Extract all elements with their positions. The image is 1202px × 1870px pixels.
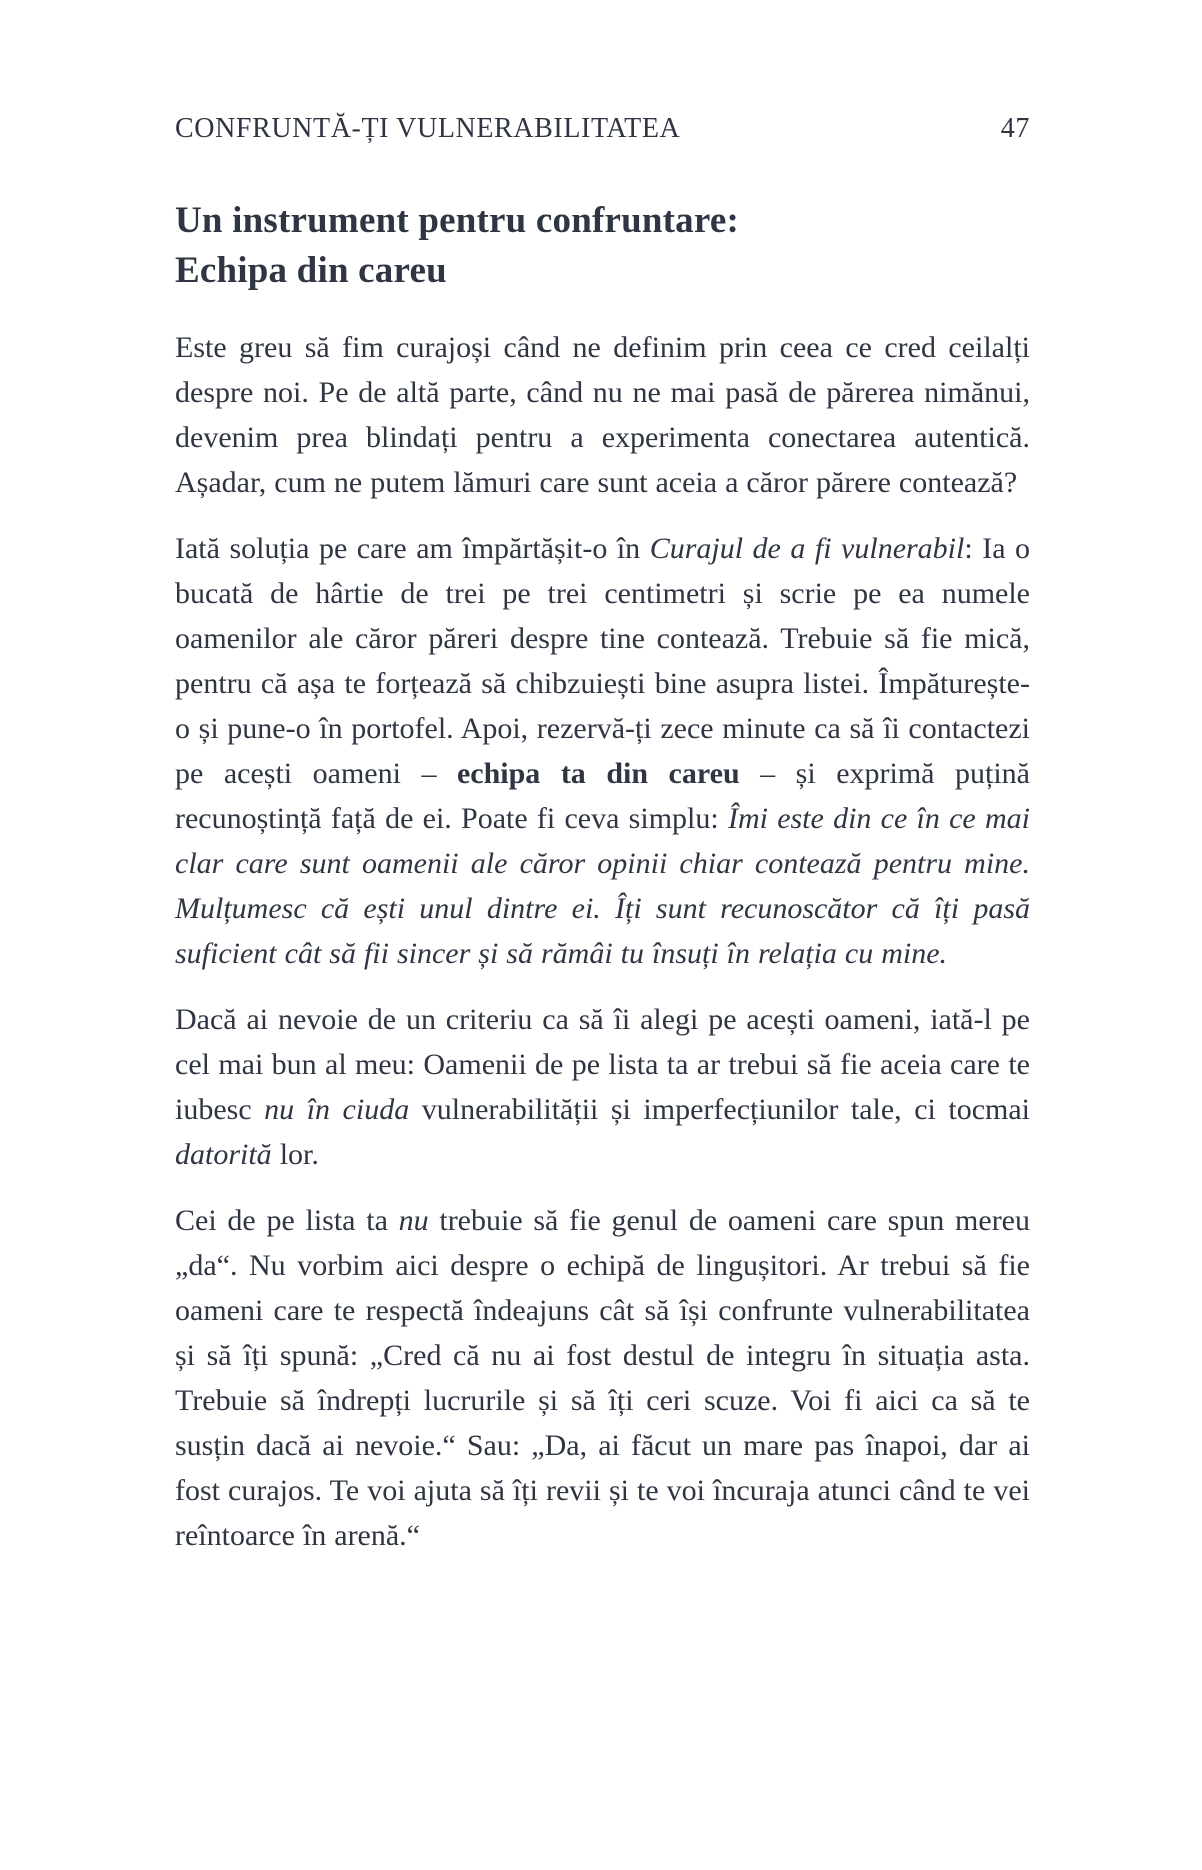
text-run: vulnerabilității și imperfecțiunilor tale, ci tocmai bbox=[409, 1093, 1031, 1127]
paragraph-3 bbox=[175, 997, 1030, 1177]
text-run: Dacă ai nevoie de un criteriu ca să îi alegi pe acești oameni, iată-l pe cel mai bun al meu: Oamenii de pe lista ta ar trebui să fie aceia care te iubesc bbox=[175, 1003, 1030, 1127]
text-run: lor. bbox=[271, 1138, 319, 1172]
text-run: Iată soluția pe care am împărtășit-o în bbox=[175, 532, 650, 566]
running-head-title: CONFRUNTĂ-ȚI VULNERABILITATEA bbox=[175, 113, 681, 144]
paragraph-1 bbox=[175, 325, 1030, 505]
text-run: trebuie să fie genul de oameni care spun mereu „da“. Nu vorbim aici despre o echipă de lingușitori. Ar trebui să fie oameni care te respectă îndeajuns cât să își confrunte vulnerabilitatea și să îți spună: „Cred că nu ai fost destul de integru în situația asta. Trebuie să îndrepți lucrurile și să îți ceri scuze. Voi fi aici ca să te susțin dacă ai nevoie.“ Sau: „Da, ai făcut un mare pas înapoi, dar ai fost curajos. Te voi ajuta să îți revii și te voi încuraja atunci când te vei reîntoarce în arenă.“ bbox=[175, 1204, 1031, 1553]
quoted-message-italic: Îmi este din ce în ce mai clar care sunt oamenii ale căror opinii chiar contează pentru mine. Mulțumesc că ești unul dintre ei. Îți sunt recunoscător că îți pasă suficient cât să fii sincer și să rămâi tu însuți în relația cu mine. bbox=[175, 802, 1030, 971]
text-run: Este greu să fim curajoși când ne definim prin ceea ce cred ceilalți despre noi. Pe de altă parte, când nu ne mai pasă de părerea nimănui, devenim prea blindați pentru a experimenta conectarea autentică. Așadar, cum ne putem lămuri care sunt aceia a căror părere contează? bbox=[175, 331, 1030, 500]
text-run: – și exprimă puțină recunoștință față de ei. Poate fi ceva simplu: bbox=[175, 757, 1030, 836]
section-heading-line-1: Un instrument pentru confruntare: bbox=[175, 199, 739, 241]
emphasis-italic: nu în ciuda bbox=[264, 1093, 410, 1127]
page-number: 47 bbox=[1000, 113, 1030, 144]
key-term-bold: echipa ta din careu bbox=[456, 757, 740, 791]
paragraph-4 bbox=[175, 1198, 1030, 1558]
text-run: : Ia o bucată de hârtie de trei pe trei centimetri și scrie pe ea numele oamenilor ale căror păreri despre tine contează. Trebuie să fie mică, pentru că așa te forțează să chibzuiești bine asupra listei. Împăturește-o și pune-o în portofel. Apoi, rezervă-ți zece minute ca să îi contactezi pe acești oameni – bbox=[175, 532, 1031, 791]
running-head bbox=[175, 112, 1030, 146]
text-run: Cei de pe lista ta bbox=[175, 1204, 399, 1238]
book-title-italic: Curajul de a fi vulnerabil bbox=[649, 532, 965, 566]
section-heading bbox=[175, 196, 1030, 296]
emphasis-italic: datorită bbox=[175, 1138, 272, 1172]
section-heading-line-2: Echipa din careu bbox=[175, 249, 447, 291]
emphasis-italic: nu bbox=[398, 1204, 429, 1238]
paragraph-2 bbox=[175, 526, 1030, 976]
